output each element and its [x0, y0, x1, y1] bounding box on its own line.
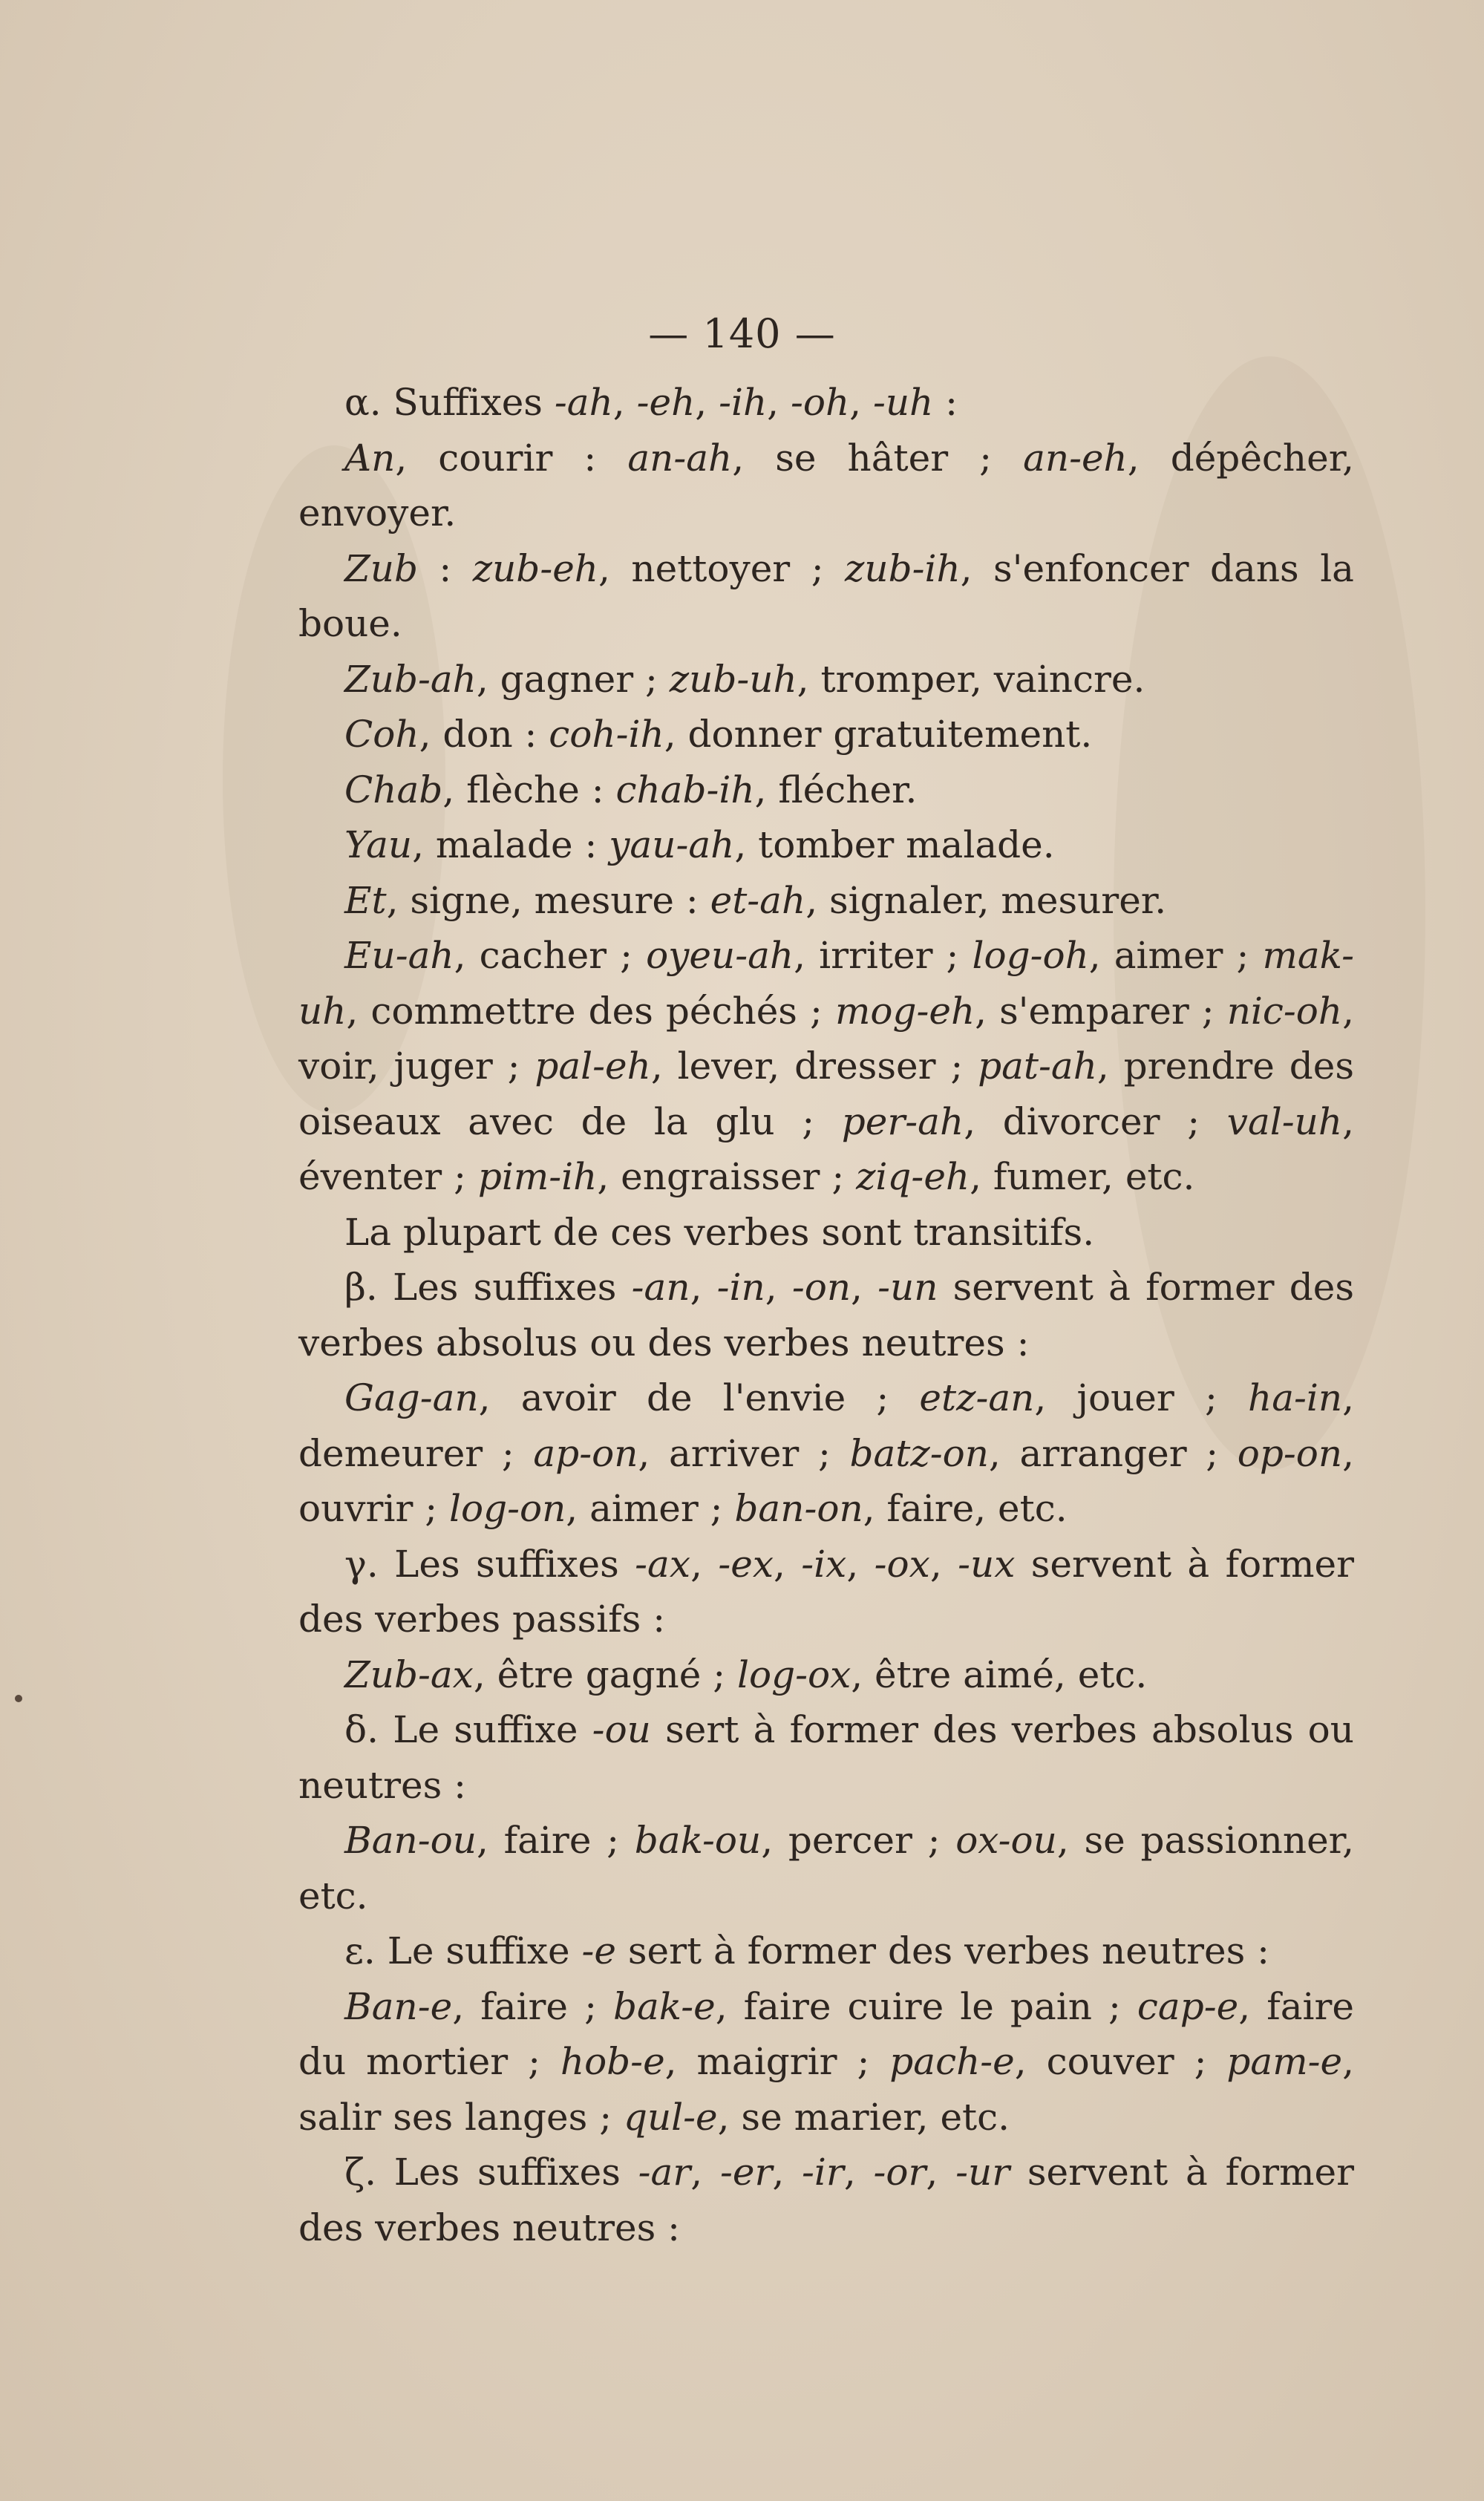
italic-term: pam-e: [1226, 2040, 1343, 2083]
paragraph: [298, 541, 1354, 652]
text-run: γ: [344, 1542, 367, 1586]
text-run: , aimer ;: [566, 1487, 735, 1530]
italic-term: nic-oh: [1226, 989, 1343, 1033]
italic-term: per-ah: [841, 1099, 964, 1143]
italic-term: -in: [716, 1266, 765, 1309]
italic-term: -ox: [874, 1542, 930, 1586]
italic-term: -or: [873, 2151, 926, 2194]
italic-term: zub-uh: [669, 657, 797, 701]
text-run: ,: [690, 1542, 719, 1586]
text-run: La plupart de ces verbes sont transitifs.: [344, 1210, 1095, 1254]
italic-term: -ah: [554, 381, 613, 424]
italic-term: cap-e: [1137, 1984, 1239, 2028]
text-run: . Le suffixe: [363, 1929, 582, 1972]
text-run: , flécher.: [754, 768, 918, 811]
text-run: . Le suffixe: [367, 1708, 592, 1751]
paragraph: [298, 652, 1354, 707]
paragraph: [298, 1370, 1354, 1537]
italic-term: -e: [581, 1929, 616, 1972]
text-run: , commettre des péchés ;: [346, 989, 835, 1033]
italic-term: Zub: [344, 546, 418, 590]
text-run: sert à former des verbes neutres :: [615, 1929, 1269, 1972]
italic-term: qul-e: [623, 2095, 718, 2139]
text-run: , maigrir ;: [664, 2040, 890, 2083]
italic-term: etz-an: [919, 1376, 1035, 1419]
paragraph: [298, 1923, 1354, 1979]
paragraph: [298, 2145, 1354, 2255]
paragraph: [298, 375, 1354, 431]
text-run: , avoir de l'envie ;: [478, 1376, 920, 1419]
text-run: , se marier, etc.: [717, 2095, 1010, 2139]
italic-term: -er: [719, 2151, 773, 2194]
text-run: :: [933, 381, 958, 424]
italic-term: -ix: [801, 1542, 847, 1586]
text-run: , faire du mortier ;: [298, 1984, 1354, 2083]
text-run: ,: [612, 381, 637, 424]
italic-term: an-ah: [627, 436, 733, 480]
text-run: , faire cuire le pain ;: [715, 1984, 1137, 2028]
text-run: , demeurer ;: [298, 1376, 1355, 1475]
text-run: δ: [344, 1708, 367, 1751]
text-run: , cacher ;: [454, 934, 647, 977]
italic-term: Ban-ou: [344, 1819, 477, 1862]
italic-term: -oh: [790, 381, 850, 424]
text-run: . Les suffixes: [365, 1266, 632, 1309]
text-run: ,: [849, 381, 873, 424]
italic-term: Ban-e: [344, 1984, 453, 2028]
text-run: ,: [929, 1542, 958, 1586]
text-run: ε: [344, 1929, 364, 1972]
italic-term: -ur: [955, 2151, 1010, 2194]
italic-term: An: [344, 436, 396, 480]
text-run: . Les suffixes: [366, 1542, 635, 1586]
paragraph: [298, 1647, 1354, 1703]
text-run: , faire, etc.: [863, 1487, 1068, 1530]
paragraph: [298, 928, 1354, 1205]
italic-term: an-eh: [1023, 436, 1128, 480]
italic-term: op-on: [1237, 1431, 1343, 1475]
italic-term: val-uh: [1226, 1099, 1343, 1143]
italic-term: Yau: [344, 823, 413, 866]
text-run: ,: [843, 2151, 874, 2194]
italic-term: -ar: [638, 2151, 691, 2194]
italic-term: chab-ih: [615, 768, 755, 811]
text-run: , flèche :: [442, 768, 616, 811]
text-run: , irriter ;: [794, 934, 973, 977]
italic-term: Coh: [344, 713, 419, 756]
paragraph: [298, 1979, 1354, 2145]
italic-term: bak-ou: [634, 1819, 762, 1862]
italic-term: Gag-an: [344, 1376, 479, 1419]
italic-term: hob-e: [560, 2040, 665, 2083]
text-run: , donner gratuitement.: [664, 713, 1093, 756]
text-run: , don :: [419, 713, 549, 756]
paragraph: [298, 1813, 1354, 1923]
text-run: , être aimé, etc.: [851, 1652, 1148, 1696]
italic-term: Eu-ah: [344, 934, 454, 977]
text-run: :: [417, 546, 473, 590]
text-run: ,: [767, 381, 791, 424]
text-run: sert à former des verbes absolus ou neutres :: [298, 1708, 1354, 1807]
text-run: , arriver ;: [638, 1431, 850, 1475]
text-run: . Les suffixes: [365, 2151, 638, 2194]
paper-speck: [15, 1695, 22, 1702]
text-run: , faire ;: [452, 1984, 613, 2028]
text-run: , engraisser ;: [597, 1155, 857, 1198]
text-run: , prendre des oiseaux avec de la glu ;: [298, 1044, 1354, 1143]
text-run: , divorcer ;: [964, 1099, 1227, 1143]
text-run: α: [344, 381, 370, 424]
paragraph: [298, 1537, 1354, 1647]
italic-term: -ir: [802, 2151, 844, 2194]
italic-term: Et: [344, 878, 387, 922]
paragraph: [298, 1260, 1354, 1370]
italic-term: ban-on: [734, 1487, 863, 1530]
text-run: , se passionner, etc.: [298, 1819, 1354, 1918]
text-run: β: [344, 1266, 366, 1309]
italic-term: Zub-ah: [344, 657, 477, 701]
text-run: ,: [772, 2151, 803, 2194]
italic-term: mak-uh: [298, 934, 1354, 1033]
page-number: — 140 —: [648, 310, 836, 357]
text-run: , couver ;: [1014, 2040, 1227, 2083]
text-run: , malade :: [412, 823, 609, 866]
text-run: , gagner ;: [476, 657, 670, 701]
italic-term: -an: [631, 1266, 690, 1309]
text-run: ,: [926, 2151, 956, 2194]
text-run: , lever, dresser ;: [650, 1044, 978, 1088]
text-run: , dépêcher, envoyer.: [298, 436, 1355, 534]
italic-term: -uh: [872, 381, 934, 424]
text-run: , nettoyer ;: [598, 546, 846, 590]
text-run: . Suffixes: [369, 381, 555, 424]
italic-term: log-ox: [736, 1652, 851, 1696]
text-run: ζ: [344, 2151, 365, 2194]
text-run: ,: [765, 1266, 792, 1309]
italic-term: -ih: [719, 381, 768, 424]
text-run: , voir, juger ;: [298, 989, 1354, 1088]
text-run: , faire ;: [476, 1819, 635, 1862]
italic-term: ziq-eh: [856, 1155, 970, 1198]
italic-term: -on: [791, 1266, 851, 1309]
italic-term: pal-eh: [535, 1044, 651, 1088]
paragraph: [298, 762, 1354, 818]
text-run: , jouer ;: [1034, 1376, 1248, 1419]
italic-term: Chab: [344, 768, 443, 811]
paragraph: [298, 1205, 1354, 1261]
italic-term: pach-e: [889, 2040, 1015, 2083]
italic-term: ap-on: [533, 1431, 638, 1475]
italic-term: ox-ou: [955, 1819, 1057, 1862]
italic-term: -ex: [718, 1542, 774, 1586]
italic-term: batz-on: [849, 1431, 989, 1475]
italic-term: -ou: [592, 1708, 651, 1751]
text-run: ,: [846, 1542, 875, 1586]
text-run: servent à former des verbes absolus ou des verbes neutres :: [298, 1266, 1354, 1364]
text-run: , tomber malade.: [734, 823, 1055, 866]
paragraph: [298, 817, 1354, 873]
text-run: ,: [690, 2151, 720, 2194]
italic-term: -ux: [958, 1542, 1016, 1586]
italic-term: log-on: [448, 1487, 566, 1530]
text-run: , se hâter ;: [732, 436, 1024, 480]
italic-term: coh-ih: [549, 713, 664, 756]
italic-term: log-oh: [972, 934, 1089, 977]
text-run: , tromper, vaincre.: [797, 657, 1145, 701]
italic-term: et-ah: [710, 878, 806, 922]
italic-term: zub-ih: [845, 546, 961, 590]
body-text: [298, 375, 1354, 2255]
text-run: , s'enfoncer dans la boue.: [298, 546, 1354, 645]
text-run: , signaler, mesurer.: [805, 878, 1167, 922]
italic-term: pat-ah: [978, 1044, 1097, 1088]
text-run: , être gagné ;: [473, 1652, 737, 1696]
text-run: servent à former des verbes neutres :: [298, 2151, 1354, 2249]
text-run: , arranger ;: [988, 1431, 1238, 1475]
italic-term: mog-eh: [834, 989, 975, 1033]
text-run: , fumer, etc.: [970, 1155, 1195, 1198]
text-run: , éventer ;: [298, 1099, 1354, 1198]
text-run: ,: [851, 1266, 878, 1309]
text-run: , aimer ;: [1088, 934, 1263, 977]
italic-term: pim-ih: [477, 1155, 598, 1198]
text-run: ,: [774, 1542, 802, 1586]
paragraph: [298, 707, 1354, 762]
italic-term: Zub-ax: [344, 1652, 474, 1696]
text-run: servent à former des verbes passifs :: [298, 1542, 1354, 1641]
italic-term: yau-ah: [609, 823, 735, 866]
text-run: , salir ses langes ;: [298, 2040, 1354, 2139]
text-run: ,: [695, 381, 719, 424]
text-run: ,: [690, 1266, 717, 1309]
paragraph: [298, 1702, 1354, 1813]
italic-term: -ax: [635, 1542, 691, 1586]
text-run: , courir :: [395, 436, 628, 480]
italic-term: oyeu-ah: [646, 934, 794, 977]
text-run: , s'emparer ;: [975, 989, 1227, 1033]
text-run: , signe, mesure :: [386, 878, 710, 922]
text-run: , ouvrir ;: [298, 1431, 1354, 1530]
italic-term: ha-in: [1248, 1376, 1343, 1419]
italic-term: bak-e: [612, 1984, 716, 2028]
paragraph: [298, 431, 1354, 541]
italic-term: -un: [877, 1266, 938, 1309]
italic-term: zub-eh: [472, 546, 599, 590]
italic-term: -eh: [636, 381, 696, 424]
paragraph: [298, 873, 1354, 929]
text-run: , percer ;: [761, 1819, 956, 1862]
